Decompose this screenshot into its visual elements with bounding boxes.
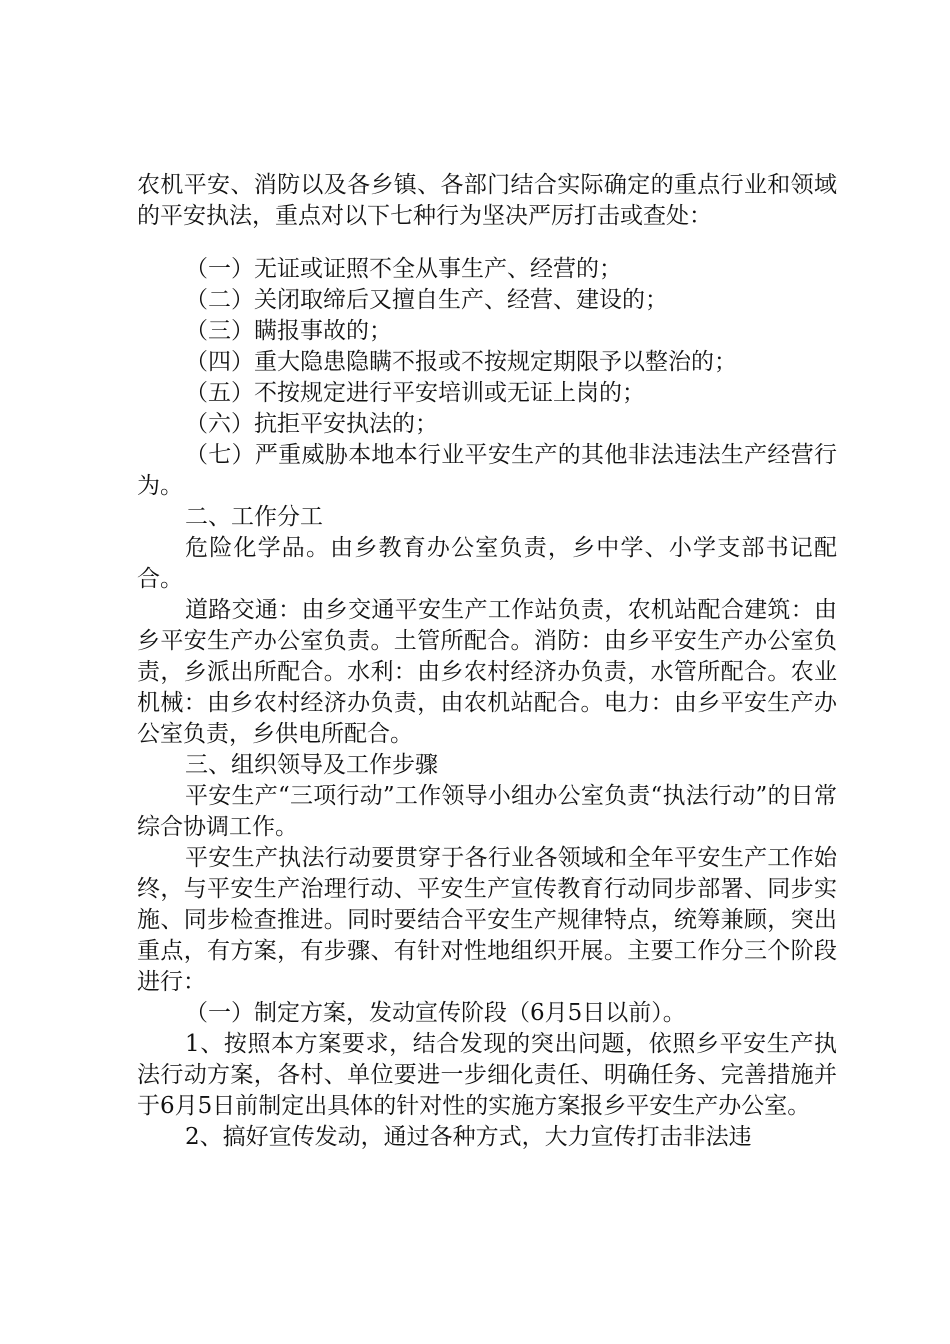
list-item-3: （三）瞒报事故的； bbox=[185, 318, 392, 344]
paragraph-responsibilities: 道路交通：由乡交通平安生产工作站负责，农机站配合建筑：由乡平安生产办公室负责。土管所配合。消防：由乡平安生产办公室负责，乡派出所配合。水利：由乡农村经济办负责，水管所配合。农业机械：由乡农村经济办负责，由农机站配合。电力：由乡平安生产办公室负责，乡供电所配合。 bbox=[137, 597, 837, 747]
paragraph-leadership-office: 平安生产“三项行动”工作领导小组办公室负责“执法行动”的日常综合协调工作。 bbox=[137, 783, 837, 840]
list-item-7: （七）严重威胁本地本行业平安生产的其他非法违法生产经营行为。 bbox=[137, 442, 837, 499]
phase-heading-1: （一）制定方案，发动宣传阶段（6月5日以前）。 bbox=[185, 1000, 686, 1026]
section-heading-division-of-work: 二、工作分工 bbox=[185, 504, 323, 530]
list-item-2: （二）关闭取缔后又擅自生产、经营、建设的； bbox=[185, 287, 668, 313]
paragraph-enforcement-action: 平安生产执法行动要贯穿于各行业各领域和全年平安生产工作始终，与平安生产治理行动、平安生产宣传教育行动同步部署、同步实施、同步检查推进。同时要结合平安生产规律特点，统筹兼顾，突出重点，有方案，有步骤、有针对性地组织开展。主要工作分三个阶段进行： bbox=[137, 845, 837, 995]
section-heading-organization: 三、组织领导及工作步骤 bbox=[185, 752, 438, 778]
list-item-1: （一）无证或证照不全从事生产、经营的； bbox=[185, 256, 622, 282]
list-item-4: （四）重大隐患隐瞒不报或不按规定期限予以整治的； bbox=[185, 349, 737, 375]
step-1: 1、按照本方案要求，结合发现的突出问题，依照乡平安生产执法行动方案，各村、单位要进一步细化责任、明确任务、完善措施并于6月5日前制定出具体的针对性的实施方案报乡平安生产办公室。 bbox=[137, 1031, 837, 1119]
step-2: 2、搞好宣传发动，通过各种方式，大力宣传打击非法违 bbox=[185, 1124, 752, 1150]
list-item-5: （五）不按规定进行平安培训或无证上岗的； bbox=[185, 380, 645, 406]
list-item-6: （六）抗拒平安执法的； bbox=[185, 411, 438, 437]
paragraph-hazardous-chemicals: 危险化学品。由乡教育办公室负责，乡中学、小学支部书记配合。 bbox=[137, 535, 837, 592]
document-body bbox=[137, 170, 837, 1153]
paragraph-intro: 农机平安、消防以及各乡镇、各部门结合实际确定的重点行业和领域的平安执法，重点对以下七种行为坚决严厉打击或查处： bbox=[137, 172, 837, 229]
